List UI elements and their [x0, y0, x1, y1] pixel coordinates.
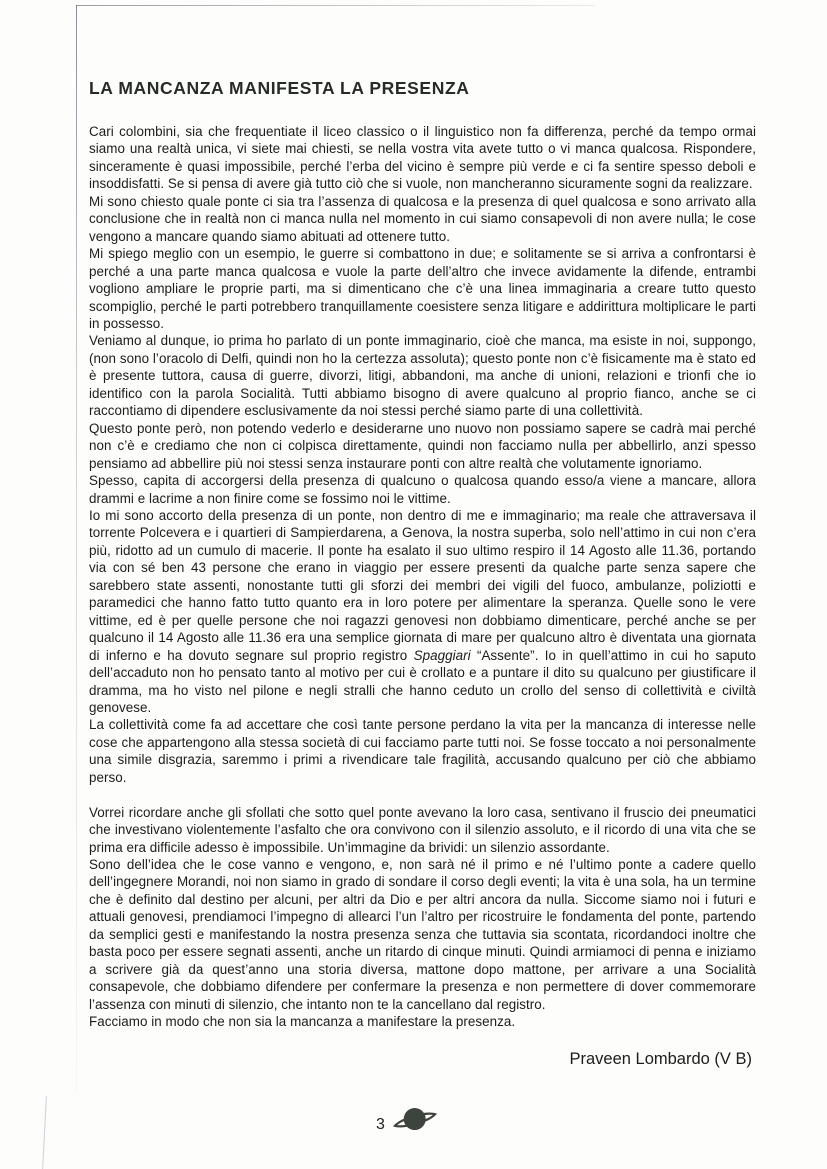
essay-paragraph: La collettività come fa ad accettare che così tante persone perdano la vita per la mancanza di interesse nelle cose che appartengono alla stessa società di cui facciamo parte tutti noi. Se fosse toccato a noi personalmente una simile disgrazia, saremmo i primi a rivendicare tale fragilità, accusando qualcuno per ciò che abbiamo perso.	[89, 717, 756, 785]
essay-paragraph: Mi sono chiesto quale ponte ci sia tra l’assenza di qualcosa e la presenza di quel qualcosa e sono arrivato alla conclusione che in realtà non ci manca nulla nel momento in cui siamo consapevoli di non avere nulla; le cose vengono a mancare quando siamo abituati ad ottenere tutto.	[89, 193, 756, 244]
photocopy-frame-top-line	[76, 5, 595, 6]
essay-body	[89, 123, 756, 1031]
paragraph-segment: “Assente”. Io in quell’attimo in cui ho saputo dell’accaduto non ho pensato tanto al motivo per cui è crollato e a puntare il dito su qualcuno per giustificare il dramma, ma ho visto nel pilone e negli stralli che hanno ceduto un crollo del senso di collettività e civiltà genovese.	[89, 647, 756, 715]
saturn-planet-icon	[389, 1104, 441, 1138]
paragraph-segment: Io mi sono accorto della presenza di un ponte, non dentro di me e immaginario; ma reale che attraversava il torrente Polcevera e i quartieri di Sampierdarena, a Genova, la nostra superba, solo nell’attimo in cui non c’era più, ridotto ad un cumulo di macerie. Il ponte ha esalato il suo ultimo respiro il 14 Agosto alle 11.36, portando via con sé ben 43 persone che erano in viaggio per essere presenti da qualche parte senza sapere che sarebbero state assenti, nonostante tutti gli sforzi dei membri dei vigili del fuoco, ambulanze, poliziotti e paramedici che hanno fatto tutto quanto era in loro potere per alimentare la speranza. Quelle sono le vere vittime, ed è per quelle persone che noi ragazzi genovesi non dobbiamo dimenticare, perché anche se per qualcuno il 14 Agosto alle 11.36 era una semplice giornata di mare per qualcuno altro è diventata una giornata di inferno e ha dovuto segnare sul proprio registro	[89, 507, 756, 663]
essay-paragraph: Cari colombini, sia che frequentiate il liceo classico o il linguistico non fa differenza, perché da tempo ormai siamo una realtà unica, vi siete mai chiesti, se nella vostra vita avete tutto o vi manca qualcosa. Rispondere, sinceramente è quasi impossibile, perché l’erba del vicino è sempre più verde e ci fa sentire spesso deboli e insoddisfatti. Se si pensa di avere già tutto ciò che si vuole, non mancheranno sicuramente sogni da realizzare.	[89, 124, 756, 192]
register-name-italic: Spaggiari	[413, 647, 471, 663]
footer-inner	[376, 1112, 441, 1138]
essay-paragraph: Spesso, capita di accorgersi della presenza di qualcuno o qualcosa quando esso/a viene a mancare, allora drammi e lacrime a non finire come se fossimo noi le vittime.	[89, 473, 756, 506]
author-signature: Praveen Lombardo (V B)	[569, 1049, 752, 1068]
essay-paragraph: Vorrei ricordare anche gli sfollati che sotto quel ponte avevano la loro casa, sentivano il fruscio dei pneumatici che investivano violentemente l’asfalto che ora convivono con il silenzio assoluto, e il ricordo di una vita che se prima era difficile adesso è impossibile. Un’immagine da brividi: un silenzio assordante.	[89, 804, 756, 855]
essay-content	[89, 78, 756, 1069]
essay-paragraph: Veniamo al dunque, io prima ho parlato di un ponte immaginario, cioè che manca, ma esiste in noi, suppongo, (non sono l’oracolo di Delfi, quindi non ho la certezza assoluta); questo ponte non c’è fisicamente ma è stato ed è presente tuttora, causa di guerre, divorzi, litigi, abbandoni, ma anche di unioni, relazioni e trionfi che io identifico con la parola Socialità. Tutti abbiamo bisogno di avere qualcuno al proprio fianco, anche se ci raccontiamo di dipendere esclusivamente da noi stessi perché siamo parte di una collettività.	[89, 333, 756, 419]
page-footer	[0, 1112, 827, 1138]
essay-paragraph	[89, 507, 756, 716]
essay-paragraph: Sono dell’idea che le cose vanno e vengono, e, non sarà né il primo e né l’ultimo ponte a cadere quello dell’ingegnere Morandi, noi non siamo in grado di sondare il corso degli eventi; la vita è una sola, ha un termine che è definito dal destino per alcuni, per altri da Dio e per altri ancora da nulla. Siccome siamo noi i futuri e attuali genovesi, prendiamoci l’impegno di allearci l’un l’altro per ricostruire le fondamenta del ponte, partendo da semplici gesti e manifestando la nostra presenza senza che tuttavia sia scontata, ricordandoci inoltre che basta poco per essere segnati assenti, anche un ritardo di cinque minuti. Quindi armiamoci di penna e iniziamo a scrivere già da quest’anno una storia diversa, mattone dopo mattone, per arrivare a una Socialità consapevole, che dobbiamo difendere per confermare la presenza e non permettere di dover commemorare l’assenza con minuti di silenzio, che intanto non te la cancellano dal registro.	[89, 857, 756, 1012]
essay-paragraph: Facciamo in modo che non sia la mancanza a manifestare la presenza.	[89, 1014, 516, 1030]
page-number: 3	[376, 1116, 385, 1133]
page-title: LA MANCANZA MANIFESTA LA PRESENZA	[89, 78, 470, 98]
photocopy-frame-left-line	[76, 5, 77, 1093]
essay-paragraph: Questo ponte però, non potendo vederlo e desiderarne uno nuovo non possiamo sapere se cadrà mai perché non c’è e crediamo che non ci colpisca direttamente, quindi non facciamo nulla per abbellirlo, anzi spesso pensiamo ad abbellire più noi stessi senza instaurare ponti con altre realtà che volutamente ignoriamo.	[89, 420, 756, 471]
essay-paragraph: Mi spiego meglio con un esempio, le guerre si combattono in due; e solitamente se si arriva a confrontarsi è perché a una parte manca qualcosa e vuole la parte dell’altro che invece avidamente la difende, entrambi vogliono ampliare le proprie parti, ma si dimenticano che c’è una linea immaginaria a creare tutto questo scompiglio, perché le parti potrebbero tranquillamente coesistere senza litigare e addirittura moltiplicare le parti in possesso.	[89, 246, 756, 331]
